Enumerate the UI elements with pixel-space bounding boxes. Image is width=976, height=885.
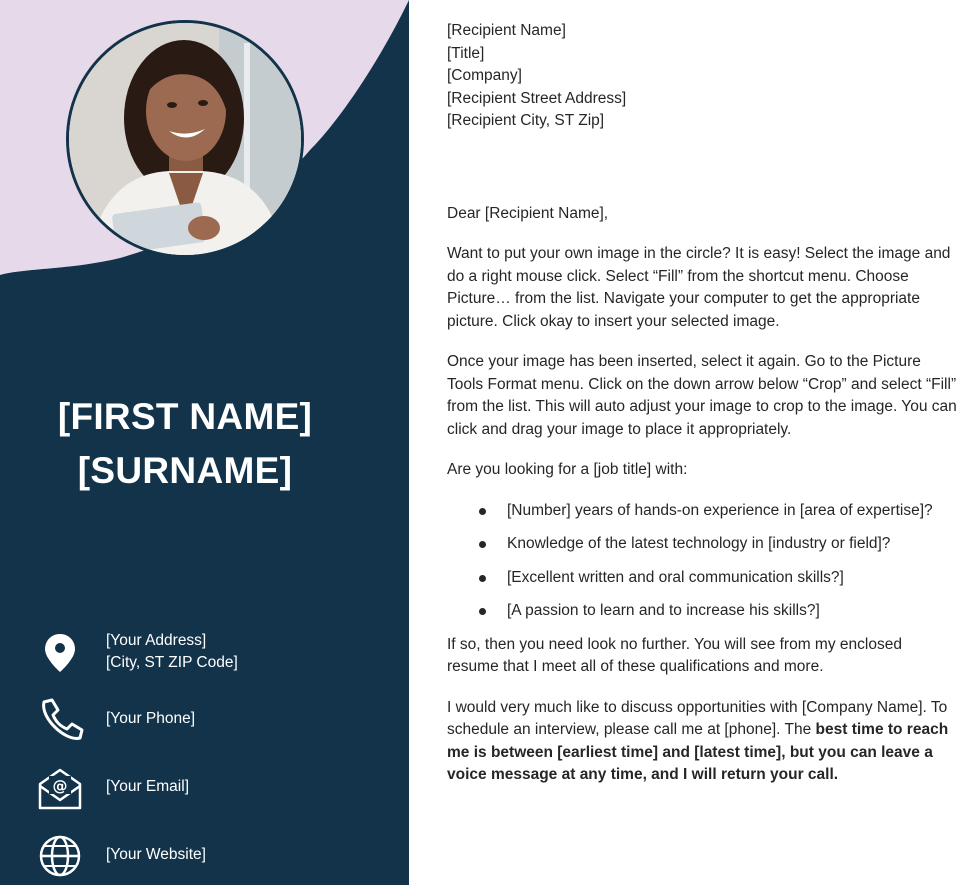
sidebar [0, 0, 409, 885]
recipient-street: [Recipient Street Address] [447, 89, 627, 107]
surname: [SURNAME] [77, 450, 293, 491]
recipient-city: [Recipient City, ST Zip] [447, 112, 605, 129]
paragraph-5-bold: best time to reach me is between [earliest time] and [latest time], but you can leave a voice message at any time, and I will return your call. [447, 721, 949, 783]
email-icon [36, 764, 84, 812]
profile-photo[interactable] [66, 20, 304, 258]
paragraph-5 [447, 697, 957, 787]
paragraph-5-regular: I would very much like to discuss opportunities with [Company Name]. To schedule an interview, please call me at [phone]. The [447, 698, 948, 738]
list-item: [Excellent written and oral communication skills?] [447, 567, 957, 590]
email-text[interactable]: [Your Email] [106, 778, 189, 795]
recipient-block [447, 20, 957, 133]
list-item: [A passion to learn and to increase his skills?] [447, 600, 957, 623]
paragraph-4: If so, then you need look no further. You will see from my enclosed resume that I meet all of these qualifications and more. [447, 635, 902, 675]
paragraph-3: Are you looking for a [job title] with: [447, 461, 688, 478]
cover-letter [447, 20, 957, 787]
recipient-name: [Recipient Name] [447, 22, 566, 39]
paragraph-1: Want to put your own image in the circle? It is easy! Select the image and do a right mouse click. Select “Fill” from the shortcut menu. Choose Picture… from the list. Navigate your computer to get the appropriate picture. Click okay to insert your selected image. [447, 245, 951, 330]
first-name: [FIRST NAME] [57, 396, 313, 437]
svg-text:@: @ [52, 777, 68, 795]
list-item: Knowledge of the latest technology in [industry or field]? [447, 533, 957, 556]
list-item: [Number] years of hands-on experience in [area of expertise]? [447, 500, 957, 523]
recipient-company: [Company] [447, 67, 522, 84]
phone-text[interactable]: [Your Phone] [106, 710, 196, 727]
recipient-title: [Title] [447, 44, 485, 62]
address-line2: [City, ST ZIP Code] [106, 654, 238, 671]
globe-icon [36, 832, 84, 880]
full-name [0, 390, 370, 498]
salutation: Dear [Recipient Name], [447, 204, 609, 222]
paragraph-2: Once your image has been inserted, select it again. Go to the Picture Tools Format menu. Click on the down arrow below “Crop” and select “Fill” from the list. This will auto adjust your image to crop to the image. You can click and drag your image to place it appropriately. [447, 353, 957, 438]
address-block [106, 630, 238, 674]
phone-icon [36, 696, 84, 744]
location-pin-icon [36, 630, 84, 678]
profile-photo-illustration [69, 23, 301, 255]
address-line1: [Your Address] [106, 632, 207, 649]
website-text[interactable]: [Your Website] [106, 846, 206, 863]
qualification-list [447, 500, 957, 623]
